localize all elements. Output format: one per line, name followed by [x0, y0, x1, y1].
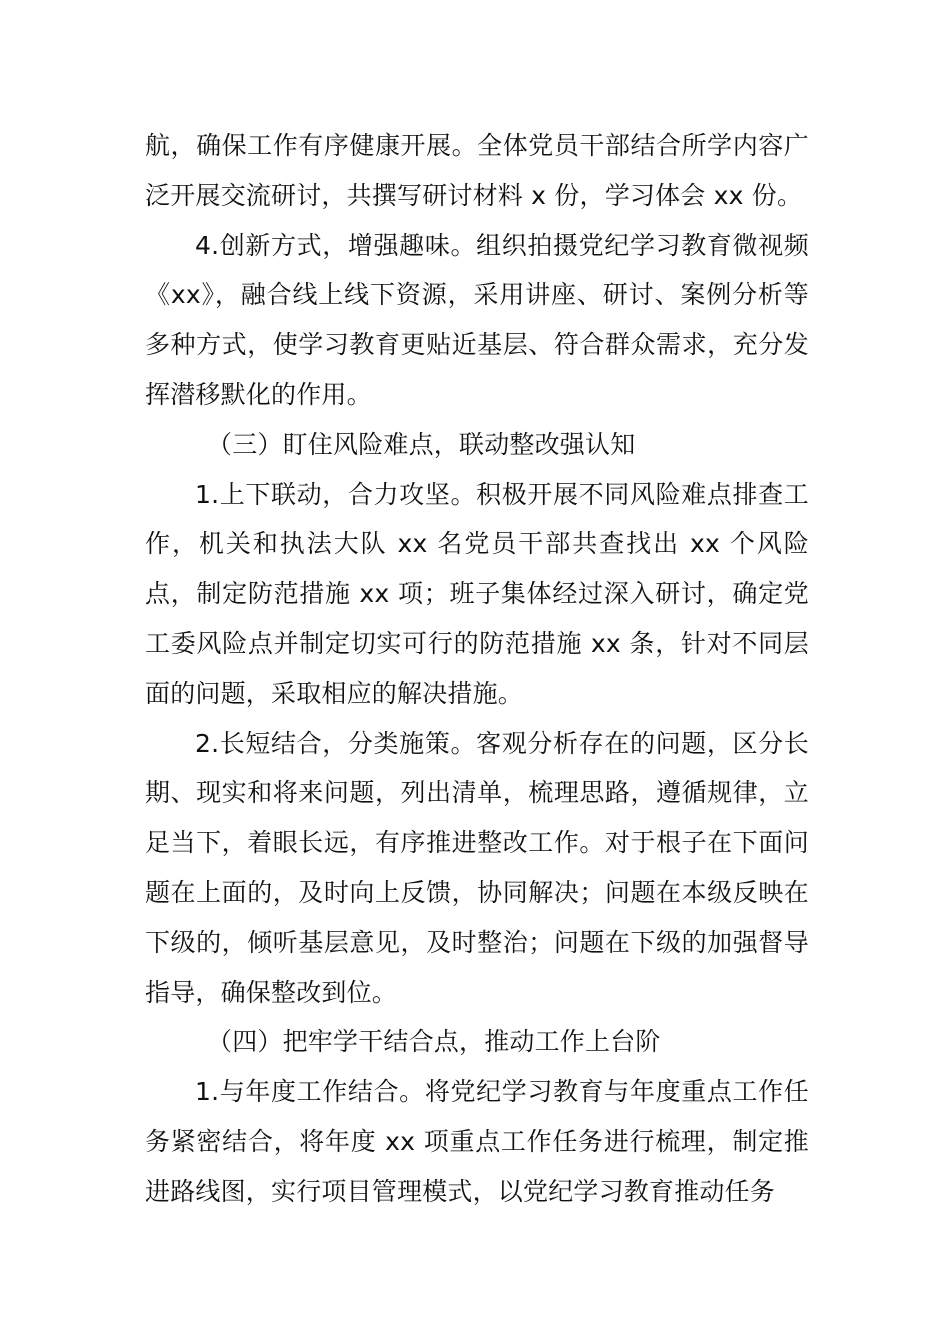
document-body: [145, 121, 809, 1217]
paragraph-continued: 航，确保工作有序健康开展。全体党员干部结合所学内容广泛开展交流研讨，共撰写研讨材料 x 份，学习体会 xx 份。: [145, 131, 809, 210]
section-heading-3: （三）盯住风险难点，联动整改强认知: [207, 429, 636, 459]
paragraph-classification: 2.长短结合，分类施策。客观分析存在的问题，区分长期、现实和将来问题，列出清单，梳理思路，遵循规律，立足当下，着眼长远，有序推进整改工作。对于根子在下面问题在上面的，及时向上反馈，协同解决；问题在本级反映在下级的，倾听基层意见，及时整治；问题在下级的加强督导指导，确保整改到位。: [145, 728, 809, 1007]
paragraph-innovation: 4.创新方式，增强趣味。组织拍摄党纪学习教育微视频《xx》，融合线上线下资源，采用讲座、研讨、案例分析等多种方式，使学习教育更贴近基层、符合群众需求，充分发挥潜移默化的作用。: [145, 230, 809, 409]
paragraph-annual-work: 1.与年度工作结合。将党纪学习教育与年度重点工作任务紧密结合，将年度 xx 项重点工作任务进行梳理，制定推进路线图，实行项目管理模式，以党纪学习教育推动任务: [145, 1077, 809, 1206]
paragraph-linkage: 1.上下联动，合力攻坚。积极开展不同风险难点排查工作，机关和执法大队 xx 名党员干部共查找出 xx 个风险点，制定防范措施 xx 项；班子集体经过深入研讨，确定党工委风险点并制定切实可行的防范措施 xx 条，针对不同层面的问题，采取相应的解决措施。: [145, 479, 809, 708]
section-heading-4: （四）把牢学干结合点，推动工作上台阶: [207, 1027, 661, 1057]
